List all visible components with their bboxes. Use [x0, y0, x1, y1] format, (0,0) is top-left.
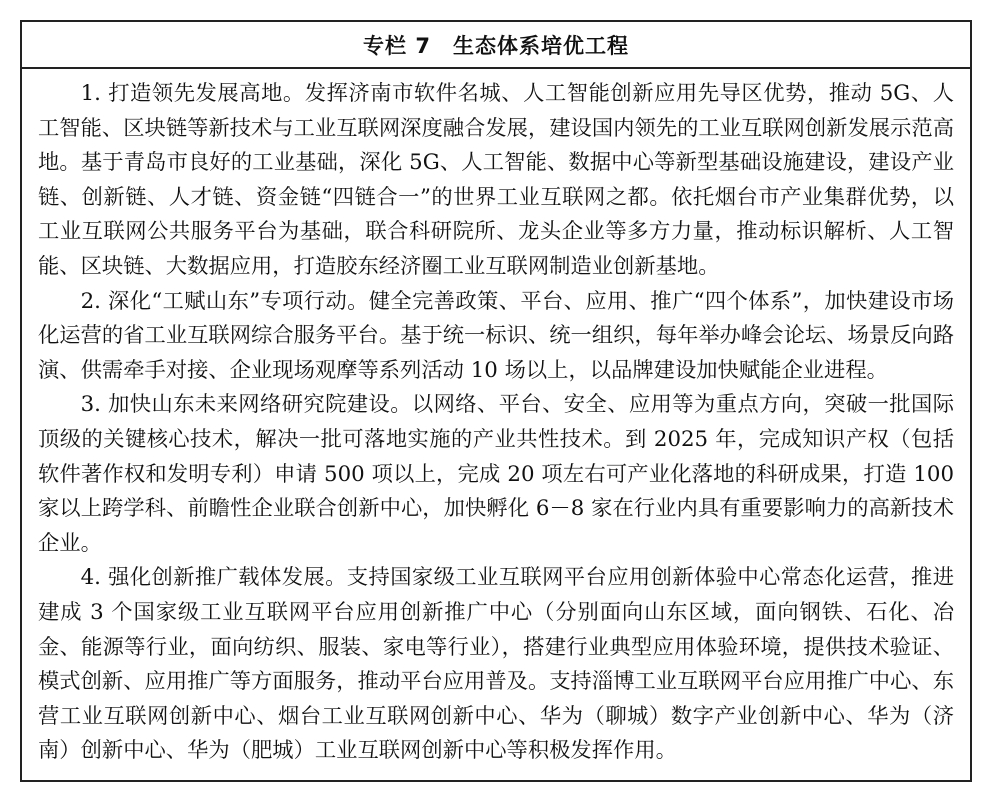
column-title: 生态体系培优工程	[452, 33, 629, 58]
column-box	[20, 20, 972, 782]
paragraph-4: 4. 强化创新推广载体发展。支持国家级工业互联网平台应用创新体验中心常态化运营，推进建成 3 个国家级工业互联网平台应用创新推广中心（分别面向山东区域，面向钢铁、石化、冶金、能源等行业，面向纺织、服装、家电等行业），搭建行业典型应用体验环境，提供技术验证、模式创新、应用推广等方面服务，推动平台应用普及。支持淄博工业互联网平台应用推广中心、东营工业互联网创新中心、烟台工业互联网创新中心、华为（聊城）数字产业创新中心、华为（济南）创新中心、华为（肥城）工业互联网创新中心等积极发挥作用。	[38, 565, 954, 764]
paragraph-2: 2. 深化“工赋山东”专项行动。健全完善政策、平台、应用、推广“四个体系”，加快建设市场化运营的省工业互联网综合服务平台。基于统一标识、统一组织，每年举办峰会论坛、场景反向路演、供需牵手对接、企业现场观摩等系列活动 10 场以上，以品牌建设加快赋能企业进程。	[38, 288, 954, 383]
column-header	[22, 22, 970, 69]
column-label: 专栏 7	[363, 33, 431, 58]
paragraph-1: 1. 打造领先发展高地。发挥济南市软件名城、人工智能创新应用先导区优势，推动 5G、人工智能、区块链等新技术与工业互联网深度融合发展，建设国内领先的工业互联网创新发展示范高地。基于青岛市良好的工业基础，深化 5G、人工智能、数据中心等新型基础设施建设，建设产业链、创新链、人才链、资金链“四链合一”的世界工业互联网之都。依托烟台市产业集群优势，以工业互联网公共服务平台为基础，联合科研院所、龙头企业等多方力量，推动标识解析、人工智能、区块链、大数据应用，打造胶东经济圈工业互联网制造业创新基地。	[38, 81, 954, 279]
paragraph-3: 3. 加快山东未来网络研究院建设。以网络、平台、安全、应用等为重点方向，突破一批国际顶级的关键核心技术，解决一批可落地实施的产业共性技术。到 2025 年，完成知识产权（包括软件著作权和发明专利）申请 500 项以上，完成 20 项左右可产业化落地的科研成果，打造 100 家以上跨学科、前瞻性企业联合创新中心，加快孵化 6－8 家在行业内具有重要影响力的高新技术企业。	[38, 392, 954, 556]
column-body	[22, 69, 970, 769]
